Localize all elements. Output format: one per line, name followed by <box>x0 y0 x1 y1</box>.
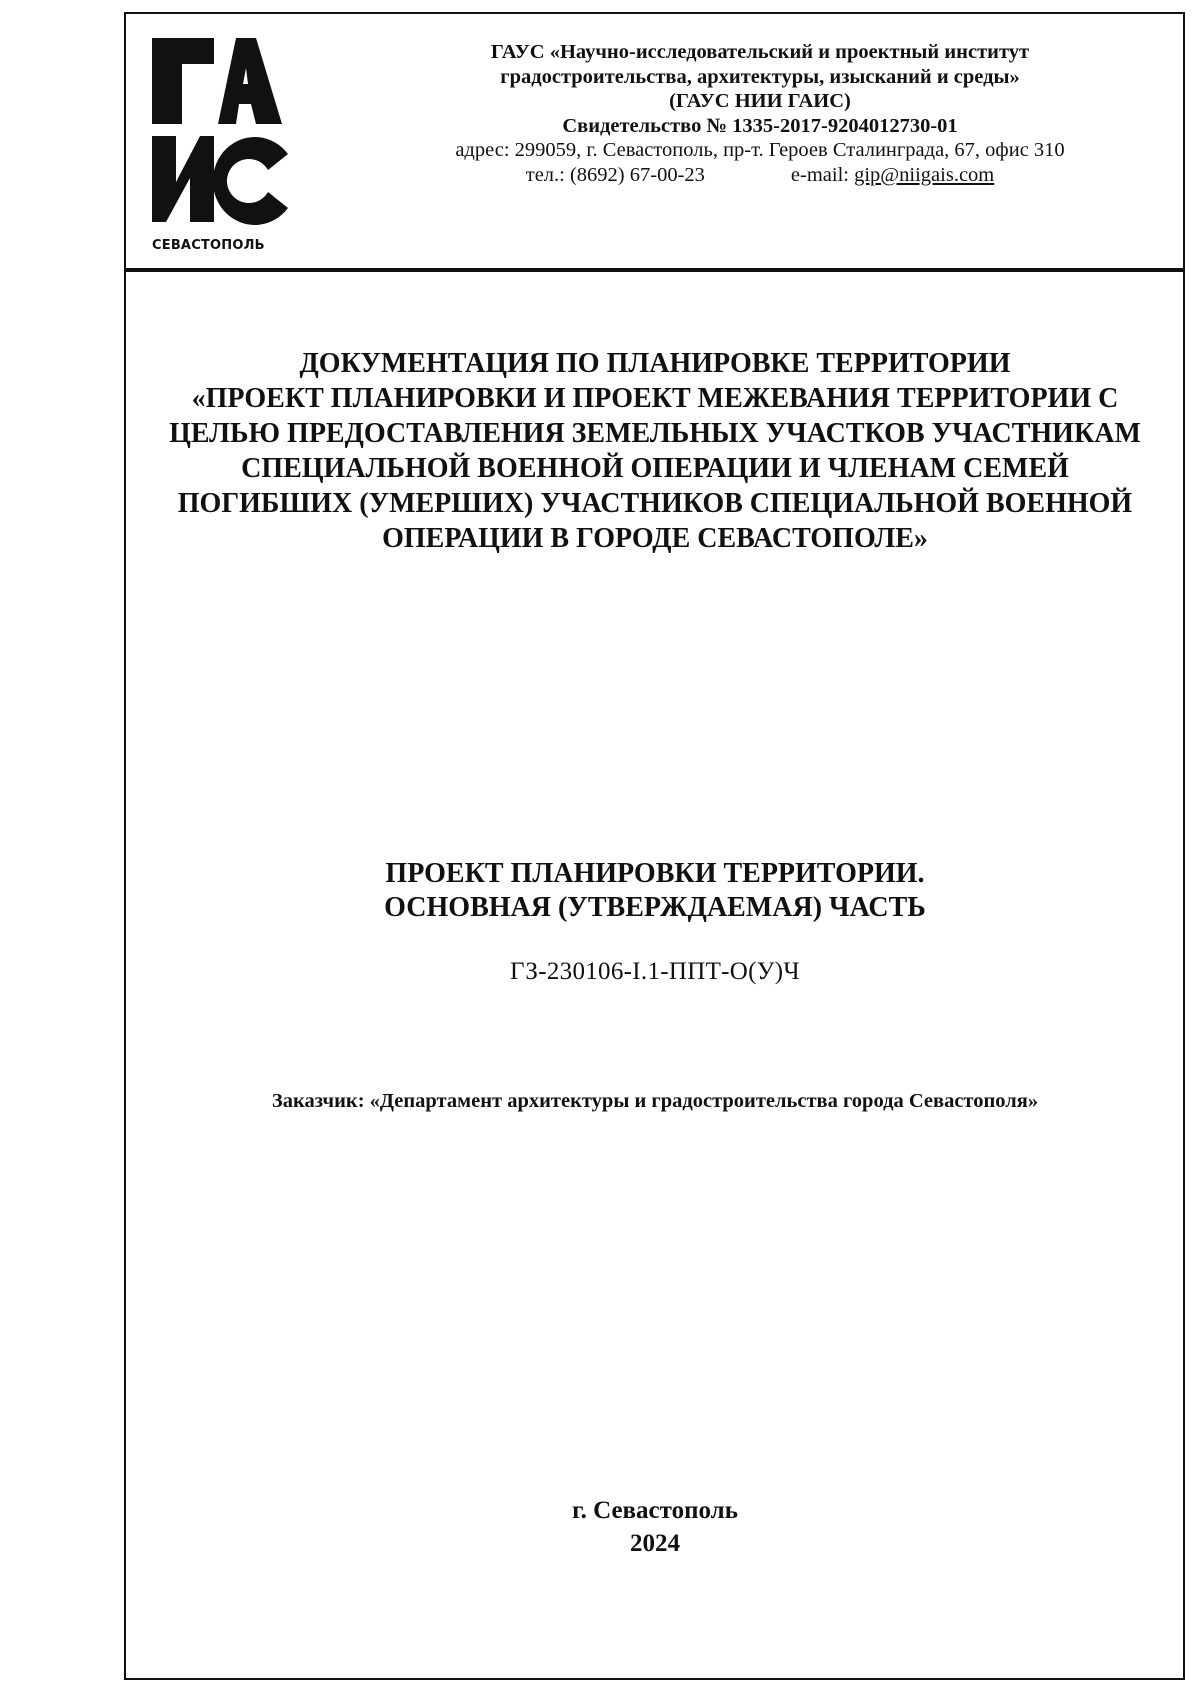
document-code: ГЗ-230106-I.1-ППТ-О(У)Ч <box>510 958 800 985</box>
footer <box>150 1494 1160 1560</box>
org-phone: тел.: (8692) 67-00-23 <box>525 163 705 186</box>
part-title <box>150 857 1160 925</box>
org-email <box>791 163 994 188</box>
document-title-line: «ПРОЕКТ ПЛАНИРОВКИ И ПРОЕКТ МЕЖЕВАНИЯ ТЕРРИТОРИИ С <box>191 383 1119 414</box>
part-title-line-2: ОСНОВНАЯ (УТВЕРЖДАЕМАЯ) ЧАСТЬ <box>384 892 926 923</box>
org-email-link[interactable]: gip@niigais.com <box>854 163 995 186</box>
document-title-line: ОПЕРАЦИИ В ГОРОДЕ СЕВАСТОПОЛЕ» <box>382 523 928 554</box>
gais-logo-graphic <box>152 32 292 232</box>
footer-city: г. Севастополь <box>572 1497 738 1524</box>
document-title-line: ДОКУМЕНТАЦИЯ ПО ПЛАНИРОВКЕ ТЕРРИТОРИИ <box>299 348 1011 379</box>
org-contacts <box>355 163 1165 188</box>
gais-logo-icon <box>152 32 292 257</box>
organization-header <box>355 40 1165 187</box>
document-title-line: ПОГИБШИХ (УМЕРШИХ) УЧАСТНИКОВ СПЕЦИАЛЬНОЙ ВОЕННОЙ <box>177 488 1133 519</box>
footer-year: 2024 <box>630 1530 680 1557</box>
org-address: адрес: 299059, г. Севастополь, пр-т. Героев Сталинграда, 67, офис 310 <box>455 139 1065 161</box>
logo-caption: СЕВАСТОПОЛЬ <box>152 238 265 253</box>
org-certificate: Свидетельство № 1335-2017-9204012730-01 <box>562 114 958 137</box>
document-title <box>150 346 1160 556</box>
document-title-line: СПЕЦИАЛЬНОЙ ВОЕННОЙ ОПЕРАЦИИ И ЧЛЕНАМ СЕМЕЙ <box>241 453 1069 484</box>
customer-line: Заказчик: «Департамент архитектуры и градостроительства города Севастополя» <box>271 1090 1039 1112</box>
page-frame <box>124 12 1185 1680</box>
document-title-line: ЦЕЛЬЮ ПРЕДОСТАВЛЕНИЯ ЗЕМЕЛЬНЫХ УЧАСТКОВ УЧАСТНИКАМ <box>169 418 1141 449</box>
org-name-line-1: ГАУС «Научно-исследовательский и проектный институт <box>490 41 1030 63</box>
org-email-label: e-mail: <box>790 163 855 186</box>
part-title-line-1: ПРОЕКТ ПЛАНИРОВКИ ТЕРРИТОРИИ. <box>385 858 925 889</box>
org-name-line-2: градостроительства, архитектуры, изысканий и среды» <box>500 65 1020 88</box>
org-short-name: (ГАУС НИИ ГАИС) <box>669 90 851 112</box>
header-divider <box>124 268 1185 272</box>
